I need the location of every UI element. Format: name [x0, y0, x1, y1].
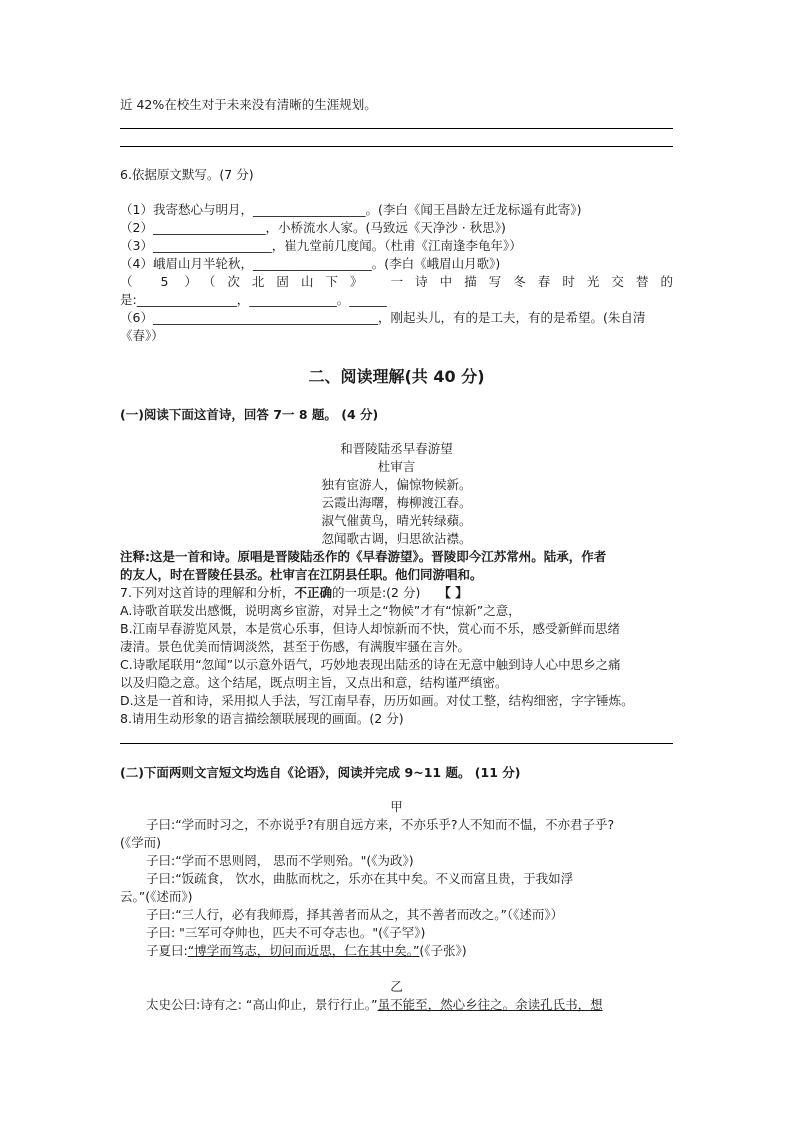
- q7-stem-c: 的一项是:(2 分): [331, 585, 421, 600]
- q7-answer-bracket: 【 】: [438, 585, 468, 600]
- part1-heading: (一)阅读下面这首诗，回答 7一 8 题。 (4 分): [120, 407, 379, 422]
- yi-line-1-underlined: 虽不能至，然心乡往之。: [377, 997, 516, 1012]
- jia-line-1: 子曰:“学而时习之，不亦说乎?有朋自远方来，不亦乐乎?人不知而不愠，不亦君子乎?: [146, 817, 615, 832]
- jia-line-2: 子曰:“学而不思则罔， 思而不学则殆。"(《为政》): [146, 853, 414, 868]
- yi-line-1: [146, 996, 603, 1014]
- poem-line-1: 独有宦游人，偏惊物候新。: [321, 477, 472, 492]
- poem-title: 和晋陵陆丞早春游望: [340, 441, 453, 456]
- q6-line-8: 《春》）: [120, 328, 164, 343]
- q7-option-a: A.诗歌首联发出感慨，说明离乡宦游，对异土之“物候”才有“惊新”之意，: [120, 603, 521, 618]
- poem-line-4: 忽闻歌古调，归思欲沾襟。: [321, 531, 472, 546]
- q7-option-c: C.诗歌尾联用“忽闻”以示意外语气，巧妙地表现出陆丞的诗在无意中触到诗人心中思乡之痛: [120, 657, 621, 672]
- q7-stem-a: 7.下列对这首诗的理解和分析，: [120, 585, 295, 600]
- jia-line-6-underlined: “博学而笃志，切问而近思，仁在其中矣。”: [187, 943, 420, 958]
- q6-line-4: （4）峨眉山月半轮秋，___________________。(李白《峨眉山月歌》): [120, 256, 501, 271]
- jia-line-4: 子曰:“三人行，必有我师焉，择其善者而从之，其不善者而改之。”（《述而》）: [146, 907, 564, 922]
- jia-line-1-cont: (《学而): [120, 835, 162, 850]
- poem-note-line-2: 的友人，时在晋陵任县丞。杜审言在江阴县任职。他们同游唱和。: [120, 567, 483, 582]
- q6-line-6: 是:________________，______________。______: [120, 292, 387, 307]
- section-2-title: 二、阅读理解(共 40 分): [308, 367, 485, 386]
- text-jia-label: 甲: [390, 799, 403, 814]
- q6-line-7: （6）____________________________________，刚起头儿，有的是工夫，有的是希望。(朱自清: [120, 310, 646, 325]
- intro-tail: 近 42%在校生对于未来没有清晰的生涯规划。: [120, 97, 377, 112]
- yi-line-1-a: 太史公曰:诗有之: “高山仰止，景行行止。”: [146, 997, 378, 1012]
- yi-line-1-c: 余读孔氏书，想: [515, 997, 603, 1012]
- jia-line-5: 子曰: "三军可夺帅也，匹夫不可夺志也。"(《子罕》): [146, 925, 426, 940]
- q7-stem: [120, 584, 468, 602]
- poem-note-line-1: 注释:这是一首和诗。原唱是晋陵陆丞作的《早春游望》。晋陵即今江苏常州。陆承，作者: [120, 549, 607, 564]
- jia-line-3: 子曰:“饭疏食， 饮水，曲肱而枕之，乐亦在其中矣。不义而富且贵，于我如浮: [146, 871, 574, 886]
- q7-option-d: D.这是一首和诗，采用拟人手法，写江南早春，历历如画。对仗工整，结构细密，字字锤炼。: [120, 693, 634, 708]
- poem-author: 杜审言: [377, 459, 416, 474]
- answer-line-3: [120, 743, 673, 744]
- q7-stem-emphasis: 不正确: [294, 585, 332, 600]
- q6-line-5: （ 5 ）（次北固山下》 一诗中描写冬春时光交替的: [120, 274, 673, 289]
- q8-stem: 8.请用生动形象的语言描绘颔联展现的画面。(2 分): [120, 711, 404, 726]
- q6-line-2: （2）__________________，小桥流水人家。(马致远《天净沙 · 秋思》): [120, 220, 506, 235]
- jia-line-6: [146, 942, 467, 960]
- q6-line-1: （1）我寄愁心与明月，__________________。(李白《闻王昌龄左迁龙标遥有此寄》): [120, 202, 582, 217]
- part2-heading: (二)下面两则文言短文均选自《论语》，阅读并完成 9~11 题。 (11 分): [120, 765, 521, 780]
- q7-option-b-cont: 凄清。景色优美而情调淡然，甚至于伤感，有满腹牢骚在言外。: [120, 639, 471, 654]
- jia-line-3-cont: 云。”(《述而》): [120, 889, 193, 904]
- q7-option-b: B.江南早春游览风景，本是赏心乐事，但诗人却惊新而不快，赏心而不乐，感受新鲜而思绪: [120, 621, 621, 636]
- q6-title: 6.依据原文默写。(7 分): [120, 167, 254, 182]
- text-yi-label: 乙: [390, 979, 403, 994]
- poem-line-2: 云霞出海曙，梅柳渡江春。: [321, 495, 472, 510]
- q7-option-c-cont: 以及归隐之意。这个结尾，既点明主旨，又点出和意，结构谨严缜密。: [120, 675, 508, 690]
- q6-line-3: （3）___________________，崔九堂前几度闻。（杜甫《江南逢李龟年》）: [120, 238, 522, 253]
- poem-line-3: 淑气催黄鸟，晴光转绿蘋。: [321, 513, 472, 528]
- jia-line-6-a: 子夏曰:: [146, 943, 188, 958]
- jia-line-6-c: (《子张》): [419, 943, 467, 958]
- answer-line-2: [120, 146, 673, 147]
- answer-line-1: [120, 128, 673, 129]
